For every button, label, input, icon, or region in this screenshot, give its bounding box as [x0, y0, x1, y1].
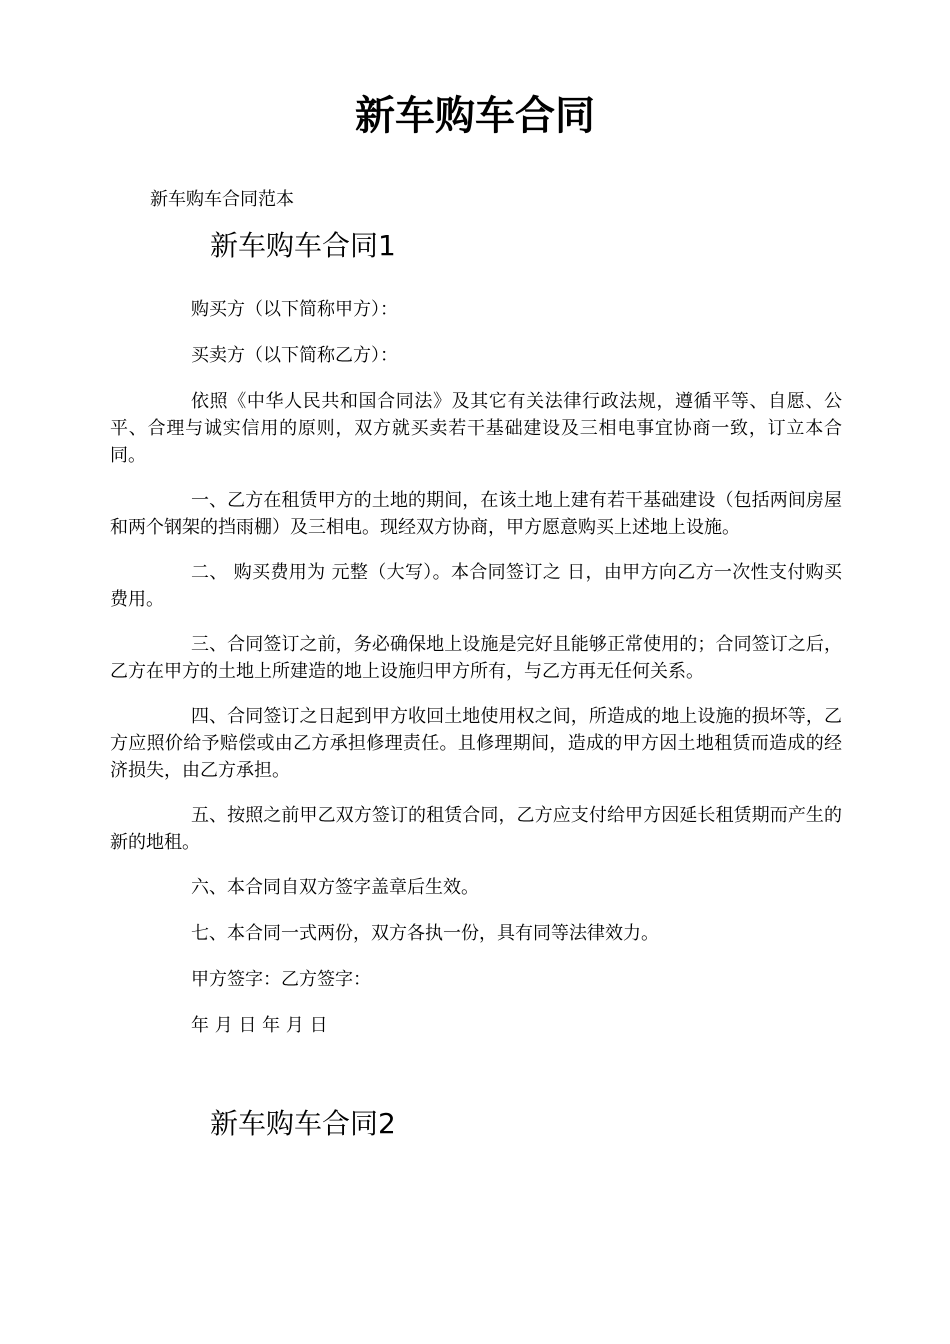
document-title: 新车购车合同	[355, 93, 595, 139]
section-heading-2: 新车购车合同2	[210, 1107, 396, 1140]
buyer-line: 购买方（以下简称甲方）：	[191, 299, 398, 320]
clause-3: 三、合同签订之前，务必确保地上设施是完好且能够正常使用的；合同签订之后，乙方在甲方的土地上所建造的地上设施归甲方所有，与乙方再无任何关系。	[110, 634, 842, 682]
preamble-paragraph: 依照《中华人民共和国合同法》及其它有关法律行政法规，遵循平等、自愿、公平、合理与诚实信用的原则，双方就买卖若干基础建设及三相电事宜协商一致，订立本合同。	[110, 391, 842, 466]
signature-line: 甲方签字：乙方签字：	[191, 969, 371, 990]
clause-4: 四、合同签订之日起到甲方收回土地使用权之间，所造成的地上设施的损坏等，乙方应照价给予赔偿或由乙方承担修理责任。且修理期间，造成的甲方因土地租赁而造成的经济损失，由乙方承担。	[110, 706, 842, 781]
clause-2: 二、 购买费用为 元整（大写）。本合同签订之 日，由甲方向乙方一次性支付购买费用。	[110, 562, 842, 610]
clause-5: 五、按照之前甲乙双方签订的租赁合同，乙方应支付给甲方因延长租赁期而产生的新的地租。	[110, 805, 842, 853]
date-line: 年 月 日 年 月 日	[191, 1015, 328, 1036]
document-subtitle: 新车购车合同范本	[150, 189, 294, 210]
section-heading-1: 新车购车合同1	[210, 229, 396, 262]
seller-line: 买卖方（以下简称乙方）：	[191, 345, 398, 366]
contract-body	[110, 296, 842, 1058]
clause-6: 六、本合同自双方签字盖章后生效。	[191, 877, 479, 898]
clause-7: 七、本合同一式两份，双方各执一份，具有同等法律效力。	[191, 923, 659, 944]
clause-1: 一、乙方在租赁甲方的土地的期间，在该土地上建有若干基础建设（包括两间房屋和两个钢架的挡雨棚）及三相电。现经双方协商，甲方愿意购买上述地上设施。	[110, 490, 842, 538]
